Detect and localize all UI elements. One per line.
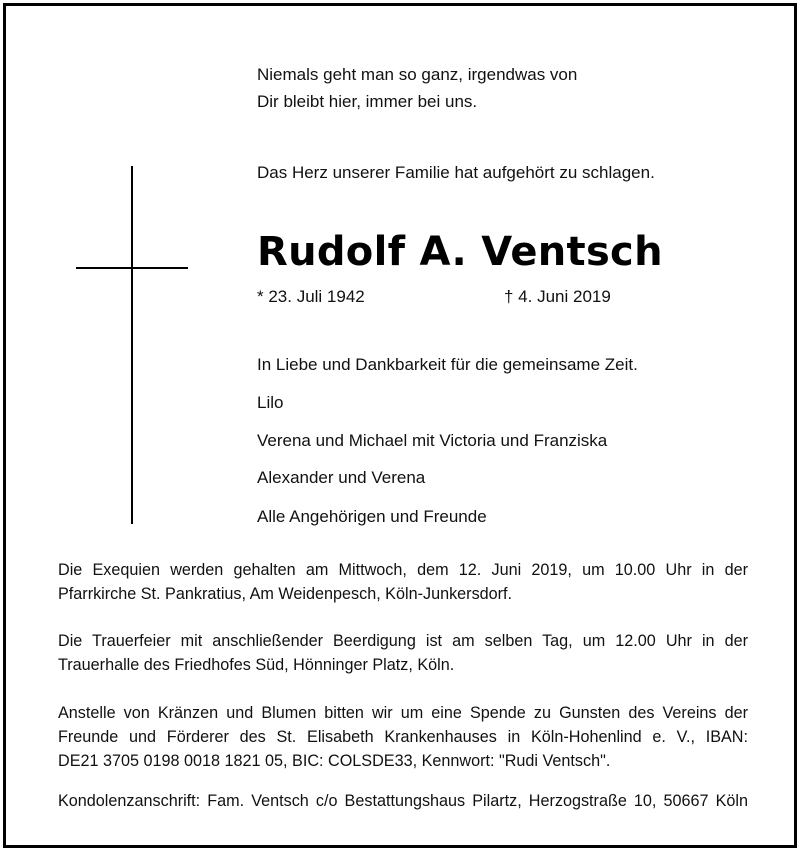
trauerfeier-line-1: Die Trauerfeier mit anschließender Beerdigung ist am selben Tag, um 12.00 Uhr in der xyxy=(58,632,748,650)
deceased-name: Rudolf A. Ventsch xyxy=(257,229,663,275)
trauerfeier-line-2: Trauerhalle des Friedhofes Süd, Hönninger Platz, Köln. xyxy=(58,656,455,674)
mourner-line: Lilo xyxy=(257,393,284,412)
mourner-line: Alle Angehörigen und Freunde xyxy=(257,507,487,526)
verse-line-2: Dir bleibt hier, immer bei uns. xyxy=(257,92,478,111)
cross-icon-vertical xyxy=(131,166,133,524)
mourner-line: Alexander und Verena xyxy=(257,468,426,487)
verse-line-1: Niemals geht man so ganz, irgendwas von xyxy=(257,65,578,84)
spende-line-2: Freunde und Förderer des St. Elisabeth Krankenhauses in Köln-Hohenlind e. V., IBAN: xyxy=(58,728,748,746)
exequien-line-2: Pfarrkirche St. Pankratius, Am Weidenpesch, Köln-Junkersdorf. xyxy=(58,585,513,603)
kondolenz-address: Kondolenzanschrift: Fam. Ventsch c/o Bestattungshaus Pilartz, Herzogstraße 10, 50667 Köln xyxy=(58,792,748,810)
spende-line-3: DE21 3705 0198 0018 1821 05, BIC: COLSDE33, Kennwort: "Rudi Ventsch". xyxy=(58,752,611,770)
intro-text: Das Herz unserer Familie hat aufgehört zu schlagen. xyxy=(257,163,655,182)
mourner-line: Verena und Michael mit Victoria und Franziska xyxy=(257,431,608,450)
exequien-line-1: Die Exequien werden gehalten am Mittwoch, dem 12. Juni 2019, um 10.00 Uhr in der xyxy=(58,561,748,579)
death-date: † 4. Juni 2019 xyxy=(504,287,611,306)
mourner-line: In Liebe und Dankbarkeit für die gemeinsame Zeit. xyxy=(257,355,638,374)
cross-icon-horizontal xyxy=(76,267,188,269)
spende-line-1: Anstelle von Kränzen und Blumen bitten wir um eine Spende zu Gunsten des Vereins der xyxy=(58,704,748,722)
birth-date: * 23. Juli 1942 xyxy=(257,287,365,306)
